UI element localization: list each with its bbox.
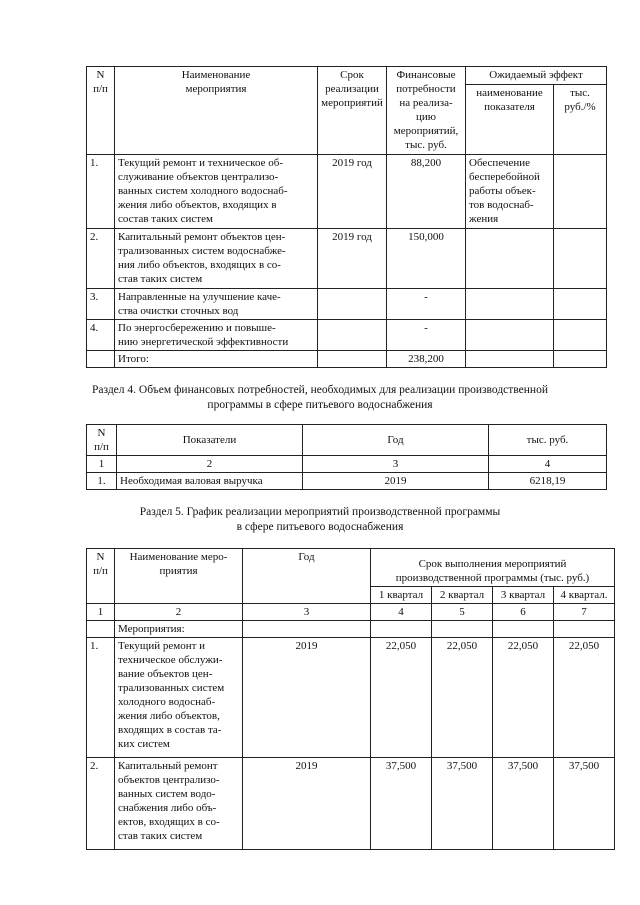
row-term: 2019 год xyxy=(318,229,387,289)
total-row xyxy=(87,351,607,368)
row-q2: 22,050 xyxy=(432,638,493,758)
col-q4-header: 4 квартал. xyxy=(554,587,615,604)
col-finance-header: Финансовые потребности на реализа- цию мероприятий, тыс. руб. xyxy=(387,67,466,155)
row-term xyxy=(318,289,387,320)
col-term-header: Срок реализации мероприятий xyxy=(318,67,387,155)
row-label: Необходимая валовая выручка xyxy=(117,473,303,490)
measures-table xyxy=(86,66,607,368)
section4-title: Раздел 4. Объем финансовых потребностей, необходимых для реализации производственной программы в сфере питьевого водоснабжения xyxy=(92,384,548,411)
column-number: 2 xyxy=(115,604,243,621)
financial-needs-table xyxy=(86,424,607,490)
column-number: 3 xyxy=(243,604,371,621)
column-number: 3 xyxy=(303,456,489,473)
row-num: 3. xyxy=(87,289,115,320)
col-num-header: N п/п xyxy=(87,67,115,155)
row-q3: 22,050 xyxy=(493,638,554,758)
row-q3: 37,500 xyxy=(493,758,554,850)
row-units xyxy=(554,320,607,351)
row-name: Текущий ремонт и техническое обслужи- вание объектов цен- трализованных систем холодного водоснаб- жения либо объектов, входящих в состав та- ких систем xyxy=(115,638,243,758)
table-row xyxy=(87,758,615,850)
row-num: 2. xyxy=(87,758,115,850)
row-name: По энергосбережению и повыше- нию энергетической эффективности xyxy=(115,320,318,351)
row-name: Капитальный ремонт объектов централизо- ванных систем водо- снабжения либо объ- ектов, входящих в со- став таких систем xyxy=(115,758,243,850)
col-indicator-header: наименование показателя xyxy=(466,85,554,155)
col-year-header: Год xyxy=(243,549,371,604)
subheader-row xyxy=(87,621,615,638)
row-name: Текущий ремонт и техническое об- служивание объектов централизо- ванных систем холодного водоснаб- жения либо объектов, входящих в состав таких систем xyxy=(115,155,318,229)
row-num: 4. xyxy=(87,320,115,351)
column-number: 6 xyxy=(493,604,554,621)
table-row xyxy=(87,473,607,490)
col-q1-header: 1 квартал xyxy=(371,587,432,604)
table-row xyxy=(87,638,615,758)
row-num: 1. xyxy=(87,638,115,758)
row-term xyxy=(318,320,387,351)
column-number: 5 xyxy=(432,604,493,621)
col-q3-header: 3 квартал xyxy=(493,587,554,604)
row-year: 2019 xyxy=(303,473,489,490)
row-year: 2019 xyxy=(243,758,371,850)
column-number: 4 xyxy=(371,604,432,621)
col-term-header: Срок выполнения мероприятий производственной программы (тыс. руб.) xyxy=(371,549,615,587)
col-q2-header: 2 квартал xyxy=(432,587,493,604)
row-q1: 37,500 xyxy=(371,758,432,850)
column-number: 7 xyxy=(554,604,615,621)
col-name-header: Наименование меро- приятия xyxy=(115,549,243,604)
table-row xyxy=(87,320,607,351)
column-number: 1 xyxy=(87,456,117,473)
row-num: 2. xyxy=(87,229,115,289)
col-indicators-header: Показатели xyxy=(117,425,303,456)
row-value: 6218,19 xyxy=(489,473,607,490)
col-units-header: тыс. руб. xyxy=(489,425,607,456)
row-units xyxy=(554,289,607,320)
row-units xyxy=(554,155,607,229)
col-year-header: Год xyxy=(303,425,489,456)
row-name: Направленные на улучшение каче- ства очистки сточных вод xyxy=(115,289,318,320)
row-q2: 37,500 xyxy=(432,758,493,850)
table-row xyxy=(87,229,607,289)
row-indicator xyxy=(466,229,554,289)
schedule-table xyxy=(86,548,615,850)
row-indicator: Обеспечение бесперебойной работы объек- тов водоснаб- жения xyxy=(466,155,554,229)
row-q4: 22,050 xyxy=(554,638,615,758)
row-indicator xyxy=(466,289,554,320)
col-num-header: N п/п xyxy=(87,425,117,456)
col-effect-header: Ожидаемый эффект xyxy=(466,67,607,85)
row-q1: 22,050 xyxy=(371,638,432,758)
row-num: 1. xyxy=(87,155,115,229)
column-number: 1 xyxy=(87,604,115,621)
table-row xyxy=(87,155,607,229)
row-finance: 88,200 xyxy=(387,155,466,229)
numbering-row xyxy=(87,456,607,473)
col-num-header: N п/п xyxy=(87,549,115,604)
row-year: 2019 xyxy=(243,638,371,758)
col-name-header: Наименование мероприятия xyxy=(115,67,318,155)
row-finance: - xyxy=(387,320,466,351)
row-units xyxy=(554,229,607,289)
row-num: 1. xyxy=(87,473,117,490)
row-finance: 150,000 xyxy=(387,229,466,289)
numbering-row xyxy=(87,604,615,621)
measures-subheader: Мероприятия: xyxy=(115,621,243,638)
section5-title: Раздел 5. График реализации мероприятий производственной программы в сфере питьевого водоснабжения xyxy=(139,506,501,533)
total-value: 238,200 xyxy=(387,351,466,368)
column-number: 2 xyxy=(117,456,303,473)
row-q4: 37,500 xyxy=(554,758,615,850)
column-number: 4 xyxy=(489,456,607,473)
table-row xyxy=(87,289,607,320)
row-finance: - xyxy=(387,289,466,320)
row-name: Капитальный ремонт объектов цен- трализованных систем водоснабже- ния либо объектов, входящих в со- став таких систем xyxy=(115,229,318,289)
col-units-header: тыс. руб./% xyxy=(554,85,607,155)
row-term: 2019 год xyxy=(318,155,387,229)
row-indicator xyxy=(466,320,554,351)
total-label: Итого: xyxy=(115,351,318,368)
